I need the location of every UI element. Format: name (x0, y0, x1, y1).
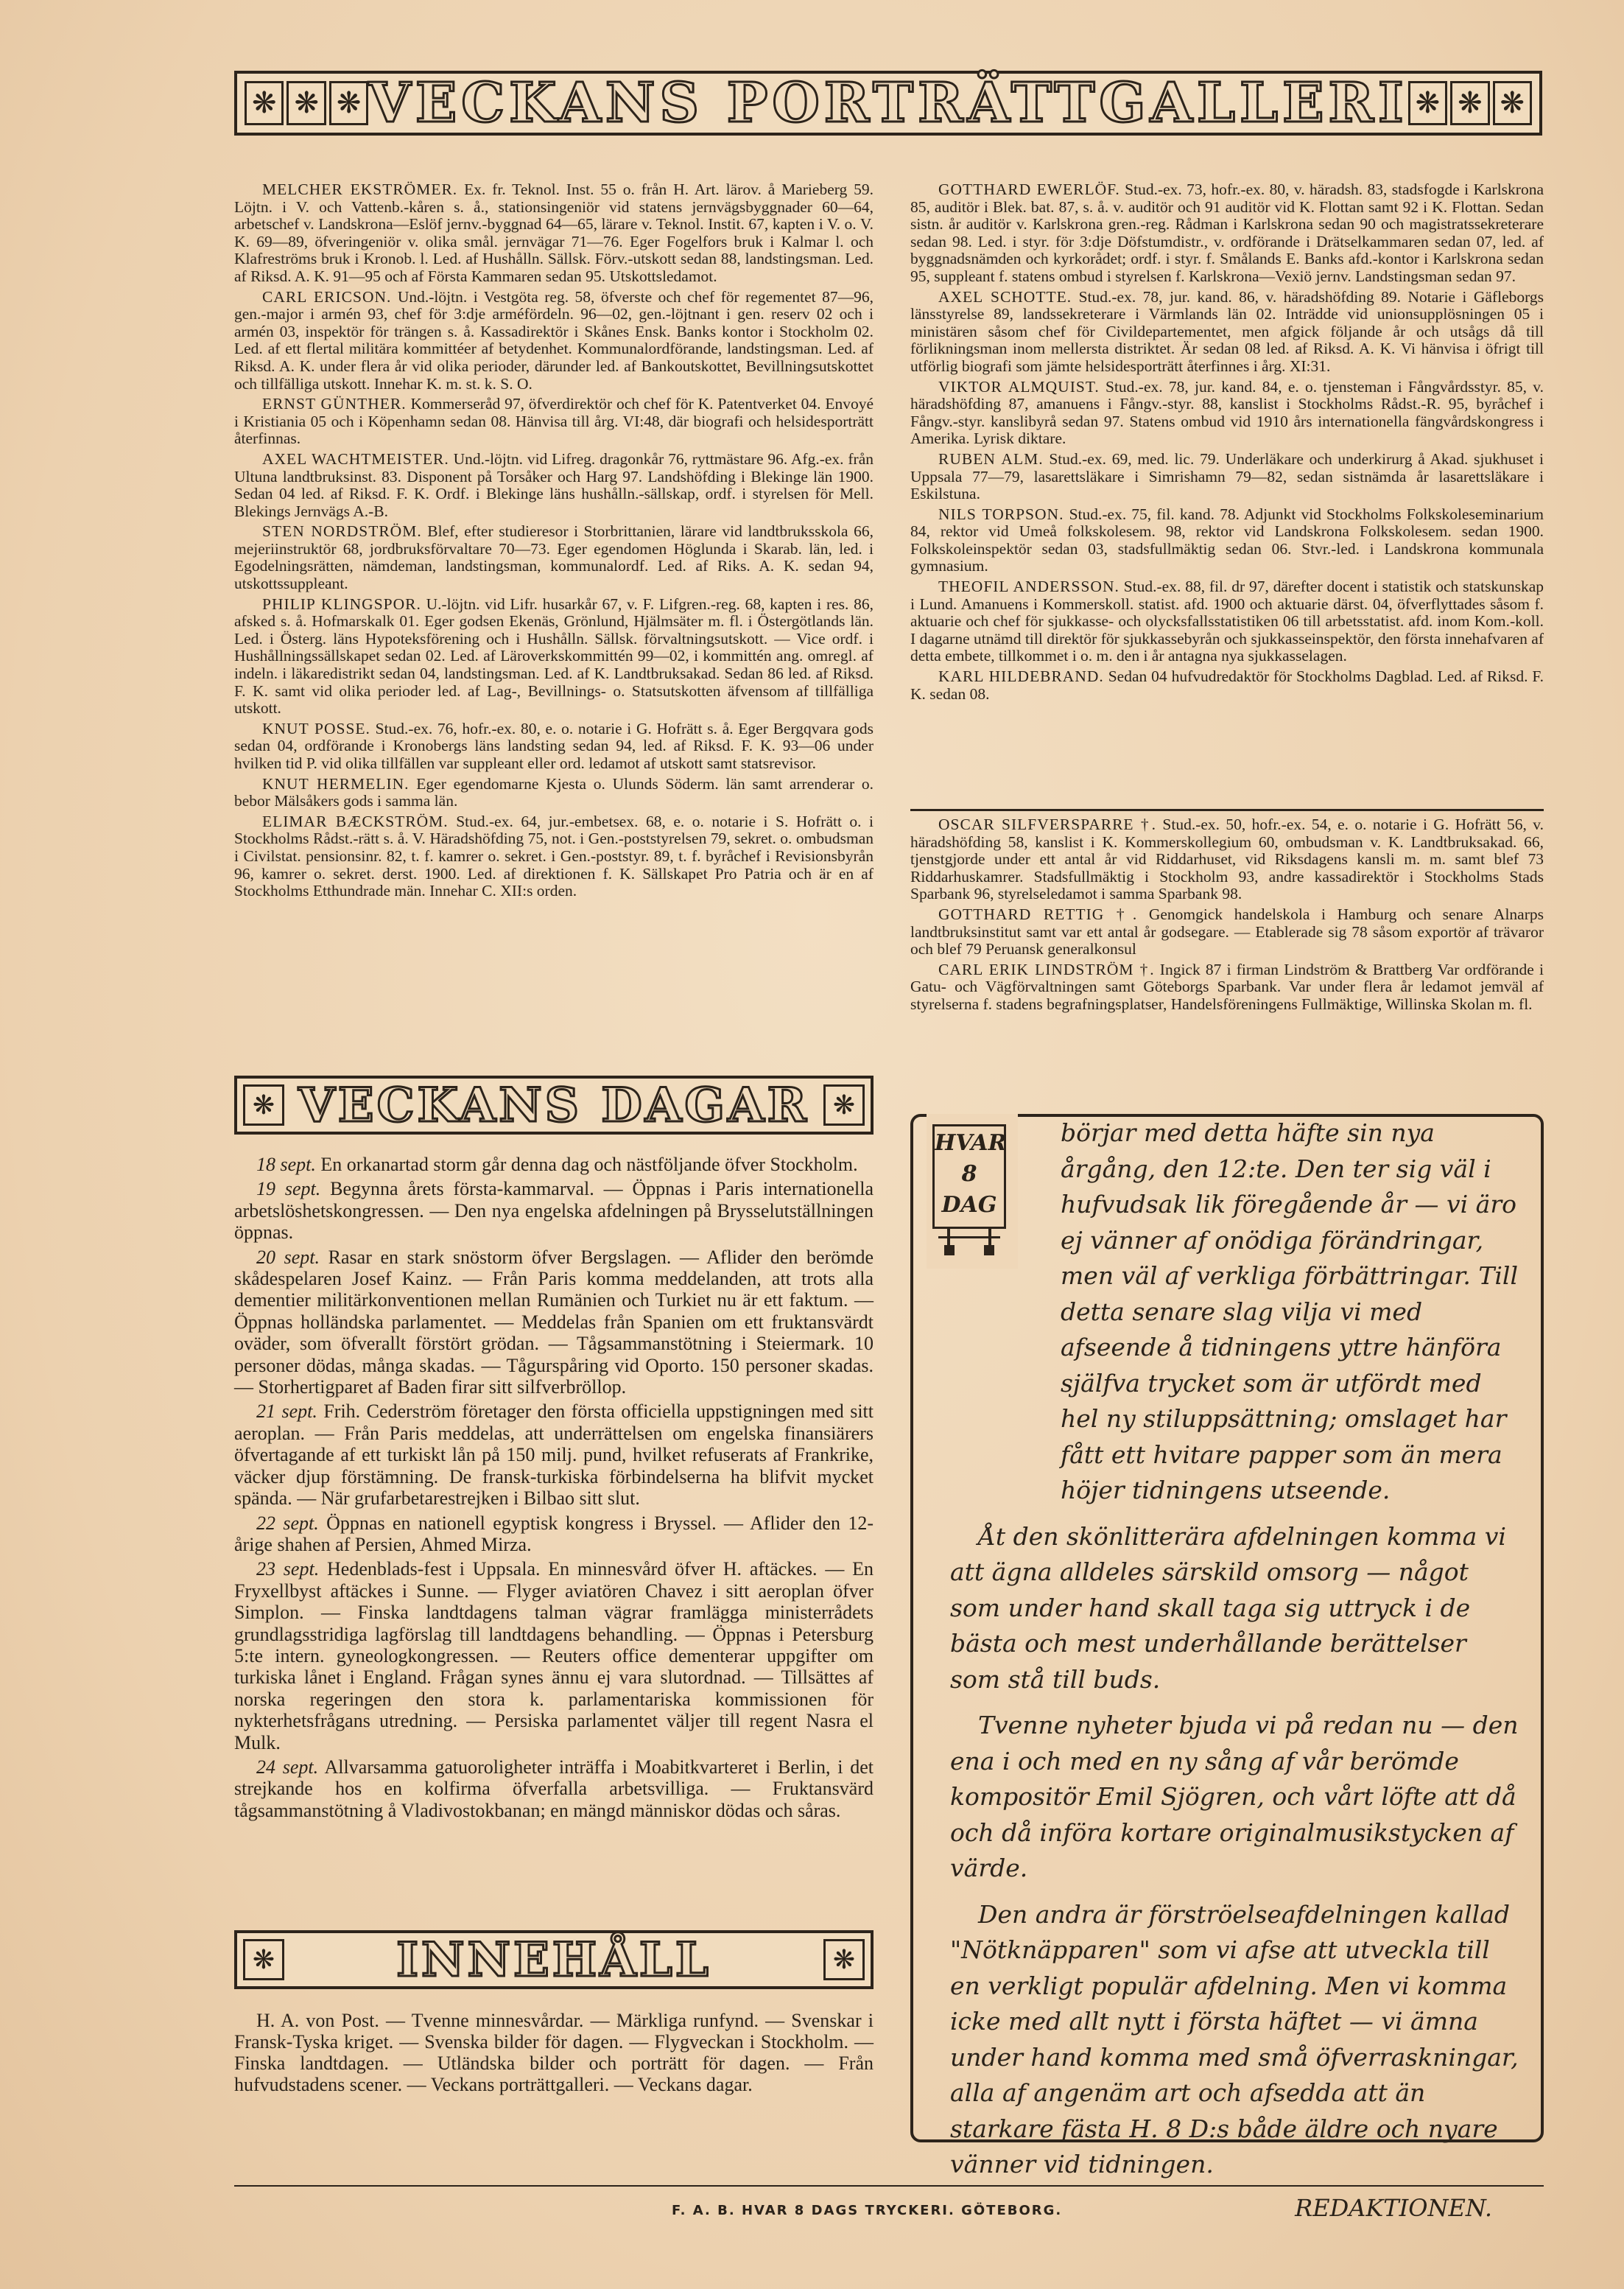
obituaries-column (910, 816, 1544, 1017)
obituary-text: Genomgick handelskola i Hamburg och senare Alnarps landtbruksinstitut samt var ett antal år godsegare. — Etablerade sig 78 såsom exportör af trävaror och blef 79 Peruansk generalkonsul (910, 905, 1544, 958)
veckans-dagar-text (234, 1154, 873, 1824)
ornament-icon: ❋ (329, 81, 368, 125)
bio-entry (234, 289, 873, 393)
bio-entry (234, 721, 873, 773)
bio-text: Eger egendomarne Kjesta o. Ulunds Söderm. län samt arrenderar o. bebor Mälsåkers gods i samma län. (234, 774, 874, 810)
bio-name: KARL HILDEBRAND. (938, 667, 1104, 686)
bio-entry (234, 451, 873, 520)
signature: REDAKTIONEN. (1295, 2193, 1492, 2222)
bio-text: Stud.-ex. 88, fil. dr 97, därefter docent i statistik och statskunskap i Lund. Amanuens i Kommerskoll. statist. afd. 1900 och aktuarie därst. 04, öfverflyttades såsom f. aktuarie och chef för sjukkasse- och olycksfallsstatistiken 06 till arbetsstatist. afd. inom Kom.-koll. I dagarne utnämd till direktör för sjukkassebyrån och sjukkasseinspektör, den första innehafvaren af detta embete, tillkommet i o. m. den i år antagna nya sjukkasselagen. (910, 578, 1544, 665)
bio-text: U.-löjtn. vid Lifr. husarkår 67, v. F. Lifgren.-reg. 68, kapten i res. 86, afsked s. å. Hofmarskalk 01. Eger godsen Ekenäs, Grönlund, Hjälmsäter m. fl. i Östergötlands län. Led. i Österg. läns Hypoteksförening och i Hushålln. Sällsk. förvaltningsutskott. — Vice ordf. i Hushållningssällskapet sedan 02. Led. af Läroverkskommittén 99—02, i kommittén ang. omregl. af indeln. i läkaredistrikt sedan 04, landstingsman. Led. af K. Landtbruksakad. Sedan 86 led. af Riksd. F. K. samt vid olika perioder led. af Lag-, Bevillnings- o. Statsutskotten äfvensom af tillfälliga utskott. (234, 595, 874, 718)
day-entry (234, 1178, 873, 1243)
bio-name: VIKTOR ALMQUIST. (938, 377, 1100, 396)
editorial-paragraph: Den andra är förströelseafdelningen kallad "Nötknäpparen" som vi afse att utveckla till en verkligt populär afdelning. Men vi komma icke med allt nytt i första häftet — vi ämna under hand komma med små öfverraskningar, alla af angenäm art och afsedda att än starkare fästa H. 8 D:s både äldre och nyare vänner vid tidningen. (950, 1899, 1519, 2178)
day-text: Öppnas en nationell egyptisk kongress i Bryssel. — Aflider den 12-årige shahen af Persien, Ahmed Mirza. (234, 1512, 874, 1555)
bio-name: KNUT POSSE. (262, 719, 370, 737)
logo-line: HVAR (935, 1130, 1007, 1156)
ornament-icon: ❋ (287, 81, 326, 125)
bio-text: Kommerseråd 97, öfverdirektör och chef för K. Patentverket 04. Envoyé i Kristiania 05 och i Köpenhamn sedan 08. Hänvisa till årg. VI:48, där biografi och helsidesporträtt återfinnas. (234, 395, 873, 448)
ornament-icon: ❋ (243, 1084, 284, 1126)
bio-entry (910, 379, 1544, 448)
bio-entry (910, 181, 1544, 286)
bio-text: Blef, efter studieresor i Storbrittanien, lärare vid landtbruksskola 66, mejeriinstruktör 68, jordbruksförvaltare 70—73. Eger egendomen Höglunda i Skarab. län, led. i Egodelningsrätten, nämdeman, landstingsman, kommunalordf. Led. af Riks. A. K. sedan 94, utskottssuppleant. (234, 522, 873, 593)
bio-text: Stud.-ex. 69, med. lic. 79. Underläkare och underkirurg å Akad. sjukhuset i Uppsala 77—79, lasarettsläkare i Simrishamn 79—82, sedan sistnämda år lasarettsläkare i Eskilstuna. (910, 449, 1544, 503)
bio-text: Und.-löjtn. vid Lifreg. dragonkår 76, ryttmästare 96. Afg.-ex. från Ultuna landtbruksinst. 83. Disponent på Torsåker och Harg 97. Landshöfding i Blekinge län 1900. Sedan 04 led. af Riksd. F. K. Ordf. i Blekinge läns hushålln.-sällskap, ordf. i styrelsen för Mell. Blekings Jernvägs A.-B. (234, 449, 874, 520)
bio-entry (910, 451, 1544, 503)
ornament-icon: ❋ (243, 1939, 284, 1980)
left-bios-column (234, 181, 873, 903)
day-entry (234, 1401, 873, 1509)
obituary-name: OSCAR SILFVERSPARRE †. (938, 816, 1157, 833)
ornament-icon: ❋ (823, 1084, 865, 1126)
ornament-icon: ❋ (1450, 81, 1489, 125)
header-banner (234, 71, 1542, 136)
day-text: Rasar en stark snöstorm öfver Bergslagen. — Aflider den berömde skådespelaren Josef Kainz. — Från Paris komma meddelanden, att trots alla dementier militärkonventionen mellan Rumänien och Turkiet nu är ett faktum. — Öppnas holländska parlamentet. — Meddelas från Spanien om ett fruktansvärdt oväder, som öfverallt förstört grödan. — Tågsammanstötning i Steiermark. 10 personer dödas, många skadas. — Tågurspåring vid Oporto. 150 personer skadas. — Storhertigparet af Baden firar sitt silfverbröllop. (234, 1246, 874, 1398)
obituary-text: Stud.-ex. 50, hofr.-ex. 54, e. o. notarie i G. Hofrätt 56, v. häradshöfding 58, kanslist i K. Kommerskollegium 60, ombudsman v. K. Landtbruksakad. 66, tjenstgjorde under ett antal år vid Riddarhuset, vid Riksdagens kansli m. m. samt blef 73 Riddarhuskamrer. Stadsfullmäktig i Stockholm 93, andre kassadirektör i Stockholms Stads Sparbank 96, styrelseledamot i samma Sparbank 98. (910, 816, 1544, 903)
day-date: 23 sept. (256, 1558, 320, 1580)
logo-line: 8 (961, 1161, 977, 1187)
day-text: Begynna årets första-kammarval. — Öppnas i Paris internationella arbetslöshetskongressen. — Den nya engelska afdelningen på Brysselutställningen öppnas. (234, 1178, 873, 1244)
day-text: En orkanartad storm går denna dag och nästföljande öfver Stockholm. (320, 1154, 858, 1175)
right-bios-column (910, 181, 1544, 706)
bio-entry (910, 289, 1544, 376)
bio-name: CARL ERICSON. (262, 287, 392, 306)
bio-name: AXEL SCHOTTE. (938, 287, 1072, 306)
day-entry (234, 1558, 873, 1753)
day-text: Allvarsamma gatuoroligheter inträffa i Moabitkvarteret i Berlin, i det strejkande hos en kolfirma öfverfalla arbetsvilliga. — Fruktansvärd tågsammanstötning å Vladivostokbanan; en mängd människor dödas och såras. (234, 1756, 873, 1821)
obituary-entry (910, 961, 1544, 1014)
bio-entry (910, 668, 1544, 703)
bio-name: KNUT HERMELIN. (262, 774, 409, 793)
section-title: VECKANS DAGAR (298, 1077, 809, 1133)
day-date: 20 sept. (256, 1246, 320, 1268)
bio-entry (234, 776, 873, 810)
day-date: 21 sept. (256, 1401, 317, 1423)
bio-entry (234, 523, 873, 592)
innehall-banner (234, 1930, 873, 1989)
bio-name: NILS TORPSON. (938, 505, 1064, 523)
innehall-text (234, 2010, 873, 2098)
day-entry (234, 1247, 873, 1398)
bio-entry (234, 181, 873, 286)
bio-entry (910, 578, 1544, 665)
bio-entry (234, 396, 873, 448)
bio-name: RUBEN ALM. (938, 449, 1044, 468)
section-title: INNEHÅLL (396, 1932, 711, 1988)
bio-text: Stud.-ex. 75, fil. kand. 78. Adjunkt vid Stockholms Folkskoleseminarium 84, rektor vid Umeå folkskolesem. 98, rektor vid Landskrona Folkskolesem. sedan 1900. Folkskoleinspektör sedan 03, stadsfullmäktig sedan 06. Stvr.-led. i Landskrona kommunala gymnasium. (910, 505, 1544, 575)
bio-entry (234, 813, 873, 900)
editorial-paragraph: Tvenne nyheter bjuda vi på redan nu — den ena i och med en ny sång af vår berömde kompositör Emil Sjögren, och vårt löfte att då och då införa kortare originalmusikstycken af värde. (950, 1711, 1519, 1882)
editorial-paragraph: börjar med detta häfte sin nya årgång, den 12:te. Den ter sig väl i hufvudsak lik föregående år — vi äro ej vänner af onödiga förändringar, men väl af verkliga förbättringar. Till detta senare slag vilja vi med afseende å tidningens yttre hänföra själfva trycket som är utfördt med hel ny stiluppsättning; omslaget har fått ett hvitare papper som än mera höjer tidningens utseende. (1061, 1118, 1519, 1504)
obituary-entry (910, 906, 1544, 958)
editorial-paragraph: Åt den skönlitterära afdelningen komma vi att ägna alldeles särskild omsorg — något som under hand skall taga sig uttryck i de bästa och mest underhållande berättelser som stå till buds. (950, 1521, 1506, 1694)
day-date: 19 sept. (256, 1178, 321, 1200)
bio-name: THEOFIL ANDERSSON. (938, 578, 1119, 596)
bio-text: Stud.-ex. 78, jur. kand. 84, e. o. tjensteman i Fångvårdsstyr. 85, v. häradshöfding 87, amanuens i Fångv.-styr. 88, kanslist i Stockholms Rådst.-R. 95, byråchef i Fångv.-styr. kanslibyrå sedan 97. Statens ombud vid 1910 års internationella fängvårdskongress i Amerika. Lyrisk diktare. (910, 377, 1544, 448)
obituary-name: CARL ERIK LINDSTRÖM †. (938, 960, 1155, 978)
ornament-icon: ❋ (245, 81, 284, 125)
bio-name: PHILIP KLINGSPOR. (262, 595, 421, 613)
day-date: 24 sept. (256, 1756, 319, 1778)
divider (910, 809, 1544, 811)
bio-name: AXEL WACHTMEISTER. (262, 449, 449, 468)
obituary-text: Ingick 87 i firman Lindström & Brattberg Var ordförande i Gatu- och Vägförvaltningen samt Göteborgs Sparbank. Var under flera år ledamot jemväl af styrelserna f. stadens begrafningsplatser, Handelsföreningens Fullmäktige, Willinska Skolan m. fl. (910, 960, 1544, 1013)
obituary-entry (910, 816, 1544, 903)
bio-name: STEN NORDSTRÖM. (262, 522, 422, 541)
bio-text: Stud.-ex. 78, jur. kand. 86, v. häradshöfding 89. Notarie i Gäfleborgs länsstyrelse 89, landssekreterare i Värmlands län 02. Inträdde vid unionsupplösningen 05 i ministären såsom chef för Civildepartementet, men afgick följande år och utsågs då till förlikningsman inom mellersta distriktet. Är sedan 08 led. af Riksd. A. K. Vi hänvisa i öfrigt till utförlig biografi som jämte helsidesporträtt återfinnes i årg. XI:31. (910, 287, 1544, 375)
bio-text: Sedan 04 hufvudredaktör för Stockholms Dagblad. Led. af Riksd. F. K. sedan 08. (910, 667, 1544, 703)
bio-entry (910, 506, 1544, 575)
footer-divider (234, 2185, 1544, 2187)
day-text: Frih. Cederström företager den första officiella uppstigningen med sitt aeroplan. — Från Paris meddelas, att underrättelsen om engelska finansiärers öfvertagande af ett turkiskt lån på 150 milj. pund, hvilket refuserats af Frankrike, väcker djup förstämning. De fransk-turkiska förbindelserna ha blifvit mycket spända. — När grufarbetarestrejken i Bilbao sitt slut. (234, 1401, 873, 1510)
bio-text: Und.-löjtn. i Vestgöta reg. 58, öfverste och chef för regementet 87—96, gen.-major i armén 93, chef för 3:dje arméfördeln. 96—02, gen.-löjtnant i gen. reserv 02 och i armén 03, inspektör för trängen s. å. Kassadirektör i Skånes Ensk. Banks kontor i Stockholm 02. Led. af ett flertal militära kommittéer af betydenhet. Kommunalordförande, landstingsman. Led. af Riksd. A. K. under flera år vid olika perioder, därunder led. af Bankoutskottet, Bevillningsutskottet och tillfälliga utskott. Innehar K. m. st. k. S. O. (234, 287, 874, 393)
day-entry (234, 1154, 873, 1175)
bio-name: ERNST GÜNTHER. (262, 395, 407, 413)
obituary-name: GOTTHARD RETTIG †. (938, 905, 1138, 923)
bio-name: MELCHER EKSTRÖMER. (262, 180, 458, 198)
bio-text: Ex. fr. Teknol. Inst. 55 o. från H. Art. lärov. å Marieberg 59. Löjtn. i V. och Vattenb.-kåren s. å., stationsingeniör vid statens jernvägsbyggnader 60—64, arbetschef v. Landskrona—Eslöf jernv.-byggnad 64—65, lärare v. Teknol. Instit. 67, kapten i V. o. V. K. 69—89, öfveringeniör v. olika smål. jernvägar 71—76. Eger Fogelfors bruk i Kalmar l. och Klafreströms bruk i Kronob. l. Led. af Hushålln. Sällsk. Förv.-utskott sedan 88, landstingsman. Led. af Riksd. A. K. 91—95 och af Första Kammaren sedan 95. Utskottsledamot. (234, 180, 874, 285)
day-entry (234, 1512, 873, 1556)
footer-printer: F. A. B. HVAR 8 DAGS TRYCKERI. GÖTEBORG. (672, 2203, 1063, 2218)
editorial-text (950, 1115, 1522, 2226)
bio-entry (234, 596, 873, 718)
bio-text: Stud.-ex. 73, hofr.-ex. 80, v. häradsh. 83, stadsfogde i Karlskrona 85, auditör i Blek. bat. 87, s. å. v. auditör och 91 auditör vid K. Flottan samt 92 i K. Flottan. Sedan sistn. år auditör v. Karlskrona gren.-reg. Rådman i Karlskrona sedan 90 och magistratssekreterare sedan 98. Led. i styr. för 3:dje Döfstumdistr., v. ordförande i Drätselkammaren sedan 07, led. af byggnadsnämden och kyrkorådet; ordf. i styr. f. Smålands E. Banks afd.-kontor i Karlskrona sedan 95, suppleant f. statens ombud i styrelsen f. Karlskrona—Vexiö jernv. Landstingsman sedan 97. (910, 180, 1544, 285)
ornament-icon: ❋ (1408, 81, 1447, 125)
day-date: 18 sept. (256, 1154, 316, 1175)
contents-list: H. A. von Post. — Tvenne minnesvårdar. — Märkliga runfynd. — Svenskar i Fransk-Tyska kriget. — Svenska bilder för dagen. — Flygveckan i Stockholm. — Finska landtdagen. — Utländska bilder och porträtt för dagen. — Från hufvudstadens scener. — Veckans porträttgalleri. — Veckans dagar. (234, 2010, 873, 2095)
ornament-icon: ❋ (1493, 81, 1532, 125)
day-date: 22 sept. (256, 1512, 319, 1534)
bio-text: Stud.-ex. 64, jur.-embetsex. 68, e. o. notarie i S. Hofrätt o. i Stockholms Rådst.-rätt s. å. V. Häradshöfding 75, not. i Gen.-poststyrelsen 79, sekret. o. ombudsman i Civilstat. pensionsinr. 82, t. f. kamrer o. sekret. i Gen.-poststyr. 89, t. f. byråchef i Revisionsbyrån 96, kamrer o. sekret. derst. 1900. Led. af direktionen f. K. Sällskapet Pro Patria och är en af Stockholms Etthundrade män. Innehar C. XII:s orden. (234, 812, 874, 900)
day-entry (234, 1756, 873, 1821)
page-title: VECKANS PORTRÄTTGALLERI (368, 71, 1408, 135)
day-text: Hedenblads-fest i Uppsala. En minnesvård öfver H. aftäckes. — En Fryxellbyst aftäckes i Sunne. — Flyger aviatören Chavez i sitt aeroplan öfver Simplon. — Finska landtdagens talman vägrar framlägga ministerrådets grundlagsstridiga lagförslag till landtdagens behandling. — Öppnas i Petersburg 5:te intern. gyneologkongressen. — Reuters office dementerar uppgifter om turkiska lånet i England. Frågan synes ännu ej vara slutordnad. — Tillsättes af norska regeringen den stora k. parlamentariska kommissionen för nykterhetsfrågans utredning. — Persiska parlamentet väljer till regent Nasra el Mulk. (234, 1558, 874, 1753)
bio-text: Stud.-ex. 76, hofr.-ex. 80, e. o. notarie i G. Hofrätt s. å. Eger Bergqvara gods sedan 04, ordförande i Kronobergs läns landsting sedan 94, led. af Riksd. F. K. 93—06 under hvilken tid P. vid olika tillfällen var suppleant eller ord. ledamot af utskott samt statsrevisor. (234, 719, 874, 772)
bio-name: GOTTHARD EWERLÖF. (938, 180, 1120, 198)
bio-name: ELIMAR BÆCKSTRÖM. (262, 812, 449, 830)
ornament-icon: ❋ (823, 1939, 865, 1980)
logo-line: DAG (941, 1192, 997, 1218)
veckans-dagar-banner (234, 1076, 873, 1135)
